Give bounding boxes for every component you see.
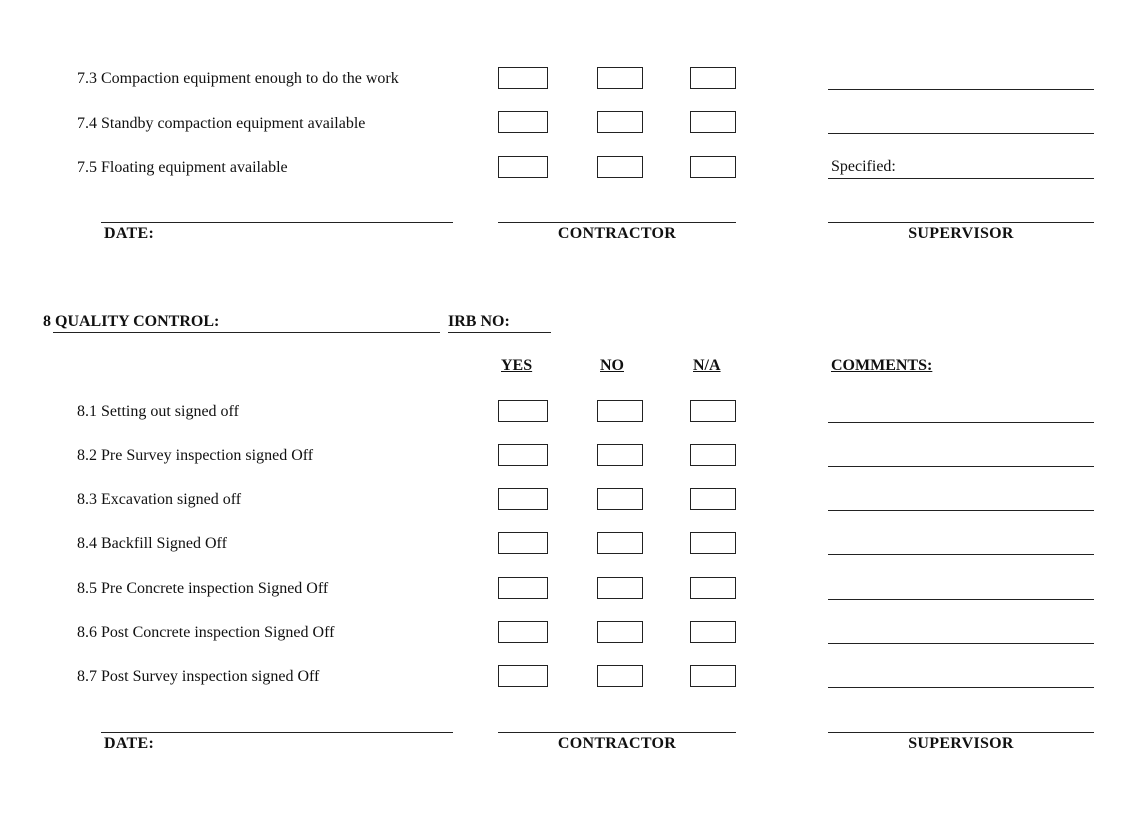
item-7-3-yes-checkbox[interactable] — [498, 67, 548, 89]
section-7-supervisor-line[interactable] — [828, 222, 1094, 223]
item-8-1-comment-line[interactable] — [828, 422, 1094, 423]
item-7-4-comment-line[interactable] — [828, 133, 1094, 134]
section-8-contractor-label: CONTRACTOR — [557, 735, 677, 752]
item-7-3-no-checkbox[interactable] — [597, 67, 643, 89]
item-7-5-na-checkbox[interactable] — [690, 156, 736, 178]
section-8-contractor-line[interactable] — [498, 732, 736, 733]
item-8-2-na-checkbox[interactable] — [690, 444, 736, 466]
item-8-7-label: 8.7 Post Survey inspection signed Off — [77, 668, 320, 685]
item-7-5-specified-text: Specified: — [831, 158, 896, 175]
section-8-supervisor-label: SUPERVISOR — [908, 735, 1014, 752]
item-8-5-no-checkbox[interactable] — [597, 577, 643, 599]
column-header-na: N/A — [693, 357, 721, 374]
section-7-date-label: DATE: — [104, 225, 155, 242]
item-8-6-comment-line[interactable] — [828, 643, 1094, 644]
item-7-3-label: 7.3 Compaction equipment enough to do the work — [77, 70, 399, 87]
item-8-7-comment-line[interactable] — [828, 687, 1094, 688]
item-8-3-comment-line[interactable] — [828, 510, 1094, 511]
item-8-2-yes-checkbox[interactable] — [498, 444, 548, 466]
item-7-4-no-checkbox[interactable] — [597, 111, 643, 133]
item-8-6-na-checkbox[interactable] — [690, 621, 736, 643]
item-7-3-comment-line[interactable] — [828, 89, 1094, 90]
irb-no-label: IRB NO: — [448, 313, 510, 330]
item-8-3-na-checkbox[interactable] — [690, 488, 736, 510]
item-8-1-yes-checkbox[interactable] — [498, 400, 548, 422]
section-8-title: 8 QUALITY CONTROL: — [43, 313, 220, 330]
item-8-4-comment-line[interactable] — [828, 554, 1094, 555]
item-8-3-yes-checkbox[interactable] — [498, 488, 548, 510]
item-7-5-label: 7.5 Floating equipment available — [77, 159, 288, 176]
section-8-supervisor-line[interactable] — [828, 732, 1094, 733]
item-8-2-no-checkbox[interactable] — [597, 444, 643, 466]
item-8-1-na-checkbox[interactable] — [690, 400, 736, 422]
section-7-supervisor-label: SUPERVISOR — [908, 225, 1014, 242]
column-header-comments: COMMENTS: — [831, 357, 933, 374]
section-8-date-line[interactable] — [101, 732, 453, 733]
item-8-5-yes-checkbox[interactable] — [498, 577, 548, 599]
item-8-1-label: 8.1 Setting out signed off — [77, 403, 239, 420]
irb-no-field[interactable] — [448, 332, 551, 333]
section-8-title-underline — [53, 332, 440, 333]
item-8-5-na-checkbox[interactable] — [690, 577, 736, 599]
item-7-3-na-checkbox[interactable] — [690, 67, 736, 89]
section-7-contractor-line[interactable] — [498, 222, 736, 223]
item-8-7-na-checkbox[interactable] — [690, 665, 736, 687]
column-header-no: NO — [600, 357, 624, 374]
item-8-4-no-checkbox[interactable] — [597, 532, 643, 554]
item-7-5-comment-line[interactable] — [828, 178, 1094, 179]
item-7-4-yes-checkbox[interactable] — [498, 111, 548, 133]
item-8-2-label: 8.2 Pre Survey inspection signed Off — [77, 447, 314, 464]
item-8-2-comment-line[interactable] — [828, 466, 1094, 467]
item-8-4-na-checkbox[interactable] — [690, 532, 736, 554]
item-8-6-label: 8.6 Post Concrete inspection Signed Off — [77, 624, 335, 641]
item-8-7-no-checkbox[interactable] — [597, 665, 643, 687]
item-8-3-no-checkbox[interactable] — [597, 488, 643, 510]
item-7-4-na-checkbox[interactable] — [690, 111, 736, 133]
item-7-4-label: 7.4 Standby compaction equipment available — [77, 115, 366, 132]
item-8-4-yes-checkbox[interactable] — [498, 532, 548, 554]
item-8-3-label: 8.3 Excavation signed off — [77, 491, 242, 508]
column-header-yes: YES — [501, 357, 533, 374]
item-8-7-yes-checkbox[interactable] — [498, 665, 548, 687]
item-8-5-comment-line[interactable] — [828, 599, 1094, 600]
section-7-contractor-label: CONTRACTOR — [557, 225, 677, 242]
item-8-1-no-checkbox[interactable] — [597, 400, 643, 422]
section-7-date-line[interactable] — [101, 222, 453, 223]
item-8-6-no-checkbox[interactable] — [597, 621, 643, 643]
item-7-5-yes-checkbox[interactable] — [498, 156, 548, 178]
item-8-5-label: 8.5 Pre Concrete inspection Signed Off — [77, 580, 329, 597]
item-8-4-label: 8.4 Backfill Signed Off — [77, 535, 227, 552]
item-7-5-no-checkbox[interactable] — [597, 156, 643, 178]
section-8-date-label: DATE: — [104, 735, 155, 752]
item-8-6-yes-checkbox[interactable] — [498, 621, 548, 643]
